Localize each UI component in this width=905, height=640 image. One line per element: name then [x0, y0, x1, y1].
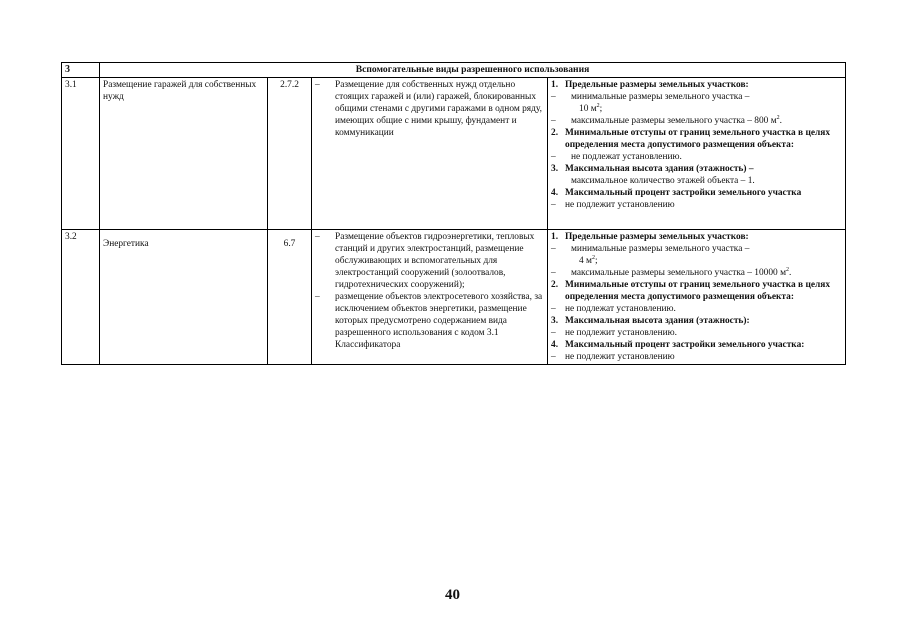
param-item — [551, 151, 842, 163]
param-heading — [551, 315, 842, 327]
param-text: максимальное количество этажей объекта – 1. — [571, 176, 755, 186]
param-mark: – — [551, 304, 556, 314]
list-dash: – — [315, 80, 320, 90]
param-heading-text: Максимальная высота здания (этажность) – — [565, 164, 754, 174]
param-mark: 2. — [551, 280, 559, 290]
param-item — [551, 303, 842, 315]
classifier-code: 6.7 — [268, 230, 312, 365]
unit-superscript: 2 — [596, 103, 600, 109]
param-item — [551, 175, 842, 187]
use-description — [312, 230, 548, 365]
punctuation: ; — [594, 256, 598, 266]
unit-superscript: 2 — [776, 115, 780, 121]
param-mark: 1. — [551, 232, 559, 242]
param-heading — [551, 163, 842, 175]
min-size-text: минимальные размеры земельного участка – — [571, 92, 750, 102]
row-number: 3.2 — [62, 230, 100, 365]
land-use-table — [61, 62, 846, 365]
description-text: Размещение для собственных нужд отдельно стоящих гаражей и (или) гаражей, блокированных общими стенами с другими гаражами в одном ряду, имеющих общие с ними крышу, фундамент и коммуникации — [335, 80, 542, 138]
row-number: 3.1 — [62, 78, 100, 230]
param-mark: – — [551, 92, 556, 102]
param-item — [551, 91, 842, 115]
param-heading — [551, 79, 842, 91]
punctuation: . — [779, 116, 782, 126]
section-header-row — [62, 63, 846, 78]
param-indent — [551, 175, 565, 187]
param-mark: – — [551, 268, 556, 278]
section-title: Вспомогательные виды разрешенного использования — [100, 63, 846, 78]
param-mark: 4. — [551, 188, 559, 198]
punctuation: ; — [599, 104, 603, 114]
param-text: не подлежат установлению. — [565, 304, 676, 314]
use-description — [312, 78, 548, 230]
param-heading — [551, 279, 842, 303]
min-size-value: 4 м — [579, 256, 592, 266]
param-heading-text: Максимальный процент застройки земельного участка — [565, 188, 802, 198]
use-name: Энергетика — [100, 230, 268, 365]
list-dash: – — [315, 232, 320, 242]
param-item — [551, 267, 842, 279]
param-mark: 3. — [551, 316, 559, 326]
param-mark: 2. — [551, 128, 559, 138]
unit-superscript: 2 — [591, 255, 595, 261]
param-mark: – — [551, 244, 556, 254]
table-row — [62, 78, 846, 230]
param-text: не подлежит установлению — [565, 200, 675, 210]
param-heading — [551, 339, 842, 351]
min-size-value: 10 м — [579, 104, 597, 114]
description-text: Размещение объектов гидроэнергетики, тепловых станций и других электростанций, размещение обслуживающих и вспомогательных для электростанций сооружений (золоотвалов, гидротехнических сооружений); — [335, 232, 535, 290]
param-text: не подлежат установлению. — [571, 152, 682, 162]
param-mark: – — [551, 328, 556, 338]
description-text: размещение объектов электросетевого хозяйства, за исключением объектов энергетики, размещение которых предусмотрено содержанием вида разрешенного использования с кодом 3.1 Классификатора — [335, 292, 543, 350]
unit-superscript: 2 — [786, 267, 790, 273]
use-name: Размещение гаражей для собственных нужд — [100, 78, 268, 230]
param-text — [565, 115, 842, 127]
param-text — [565, 267, 842, 279]
param-mark: 3. — [551, 164, 559, 174]
param-item — [551, 243, 842, 267]
param-heading — [551, 187, 842, 199]
param-mark: – — [551, 116, 556, 126]
param-heading — [551, 231, 842, 243]
param-heading-text: Предельные размеры земельных участков: — [565, 80, 749, 90]
param-item — [551, 199, 842, 211]
param-heading-text: Предельные размеры земельных участков: — [565, 232, 749, 242]
param-mark: 4. — [551, 340, 559, 350]
param-mark: 1. — [551, 80, 559, 90]
use-parameters — [548, 230, 846, 365]
list-dash: – — [315, 292, 320, 302]
description-item — [315, 79, 544, 139]
page-number: 40 — [445, 587, 460, 603]
description-item — [315, 231, 544, 291]
param-heading — [551, 127, 842, 151]
max-size-text: максимальные размеры земельного участка – 800 м — [571, 116, 777, 126]
param-heading-text: Минимальные отступы от границ земельного участка в целях определения места допустимого размещения объекта: — [565, 280, 831, 302]
param-mark: – — [551, 352, 556, 362]
param-text — [565, 243, 842, 267]
param-text — [565, 91, 842, 115]
param-heading-text: Минимальные отступы от границ земельного участка в целях определения места допустимого размещения объекта: — [565, 128, 831, 150]
param-heading-text: Максимальный процент застройки земельного участка: — [565, 340, 805, 350]
param-text: не подлежит установлению. — [565, 328, 677, 338]
table-row — [62, 230, 846, 365]
section-number: 3 — [62, 63, 100, 78]
param-mark: – — [551, 200, 556, 210]
description-item — [315, 291, 544, 351]
param-heading-text: Максимальная высота здания (этажность): — [565, 316, 750, 326]
param-item — [551, 327, 842, 339]
param-item — [551, 115, 842, 127]
param-text: не подлежит установлению — [565, 352, 675, 362]
use-parameters — [548, 78, 846, 230]
max-size-text: максимальные размеры земельного участка – 10000 м — [571, 268, 787, 278]
min-size-text: минимальные размеры земельного участка – — [571, 244, 750, 254]
classifier-code: 2.7.2 — [268, 78, 312, 230]
param-mark: – — [551, 152, 556, 162]
param-item — [551, 351, 842, 363]
punctuation: . — [789, 268, 792, 278]
